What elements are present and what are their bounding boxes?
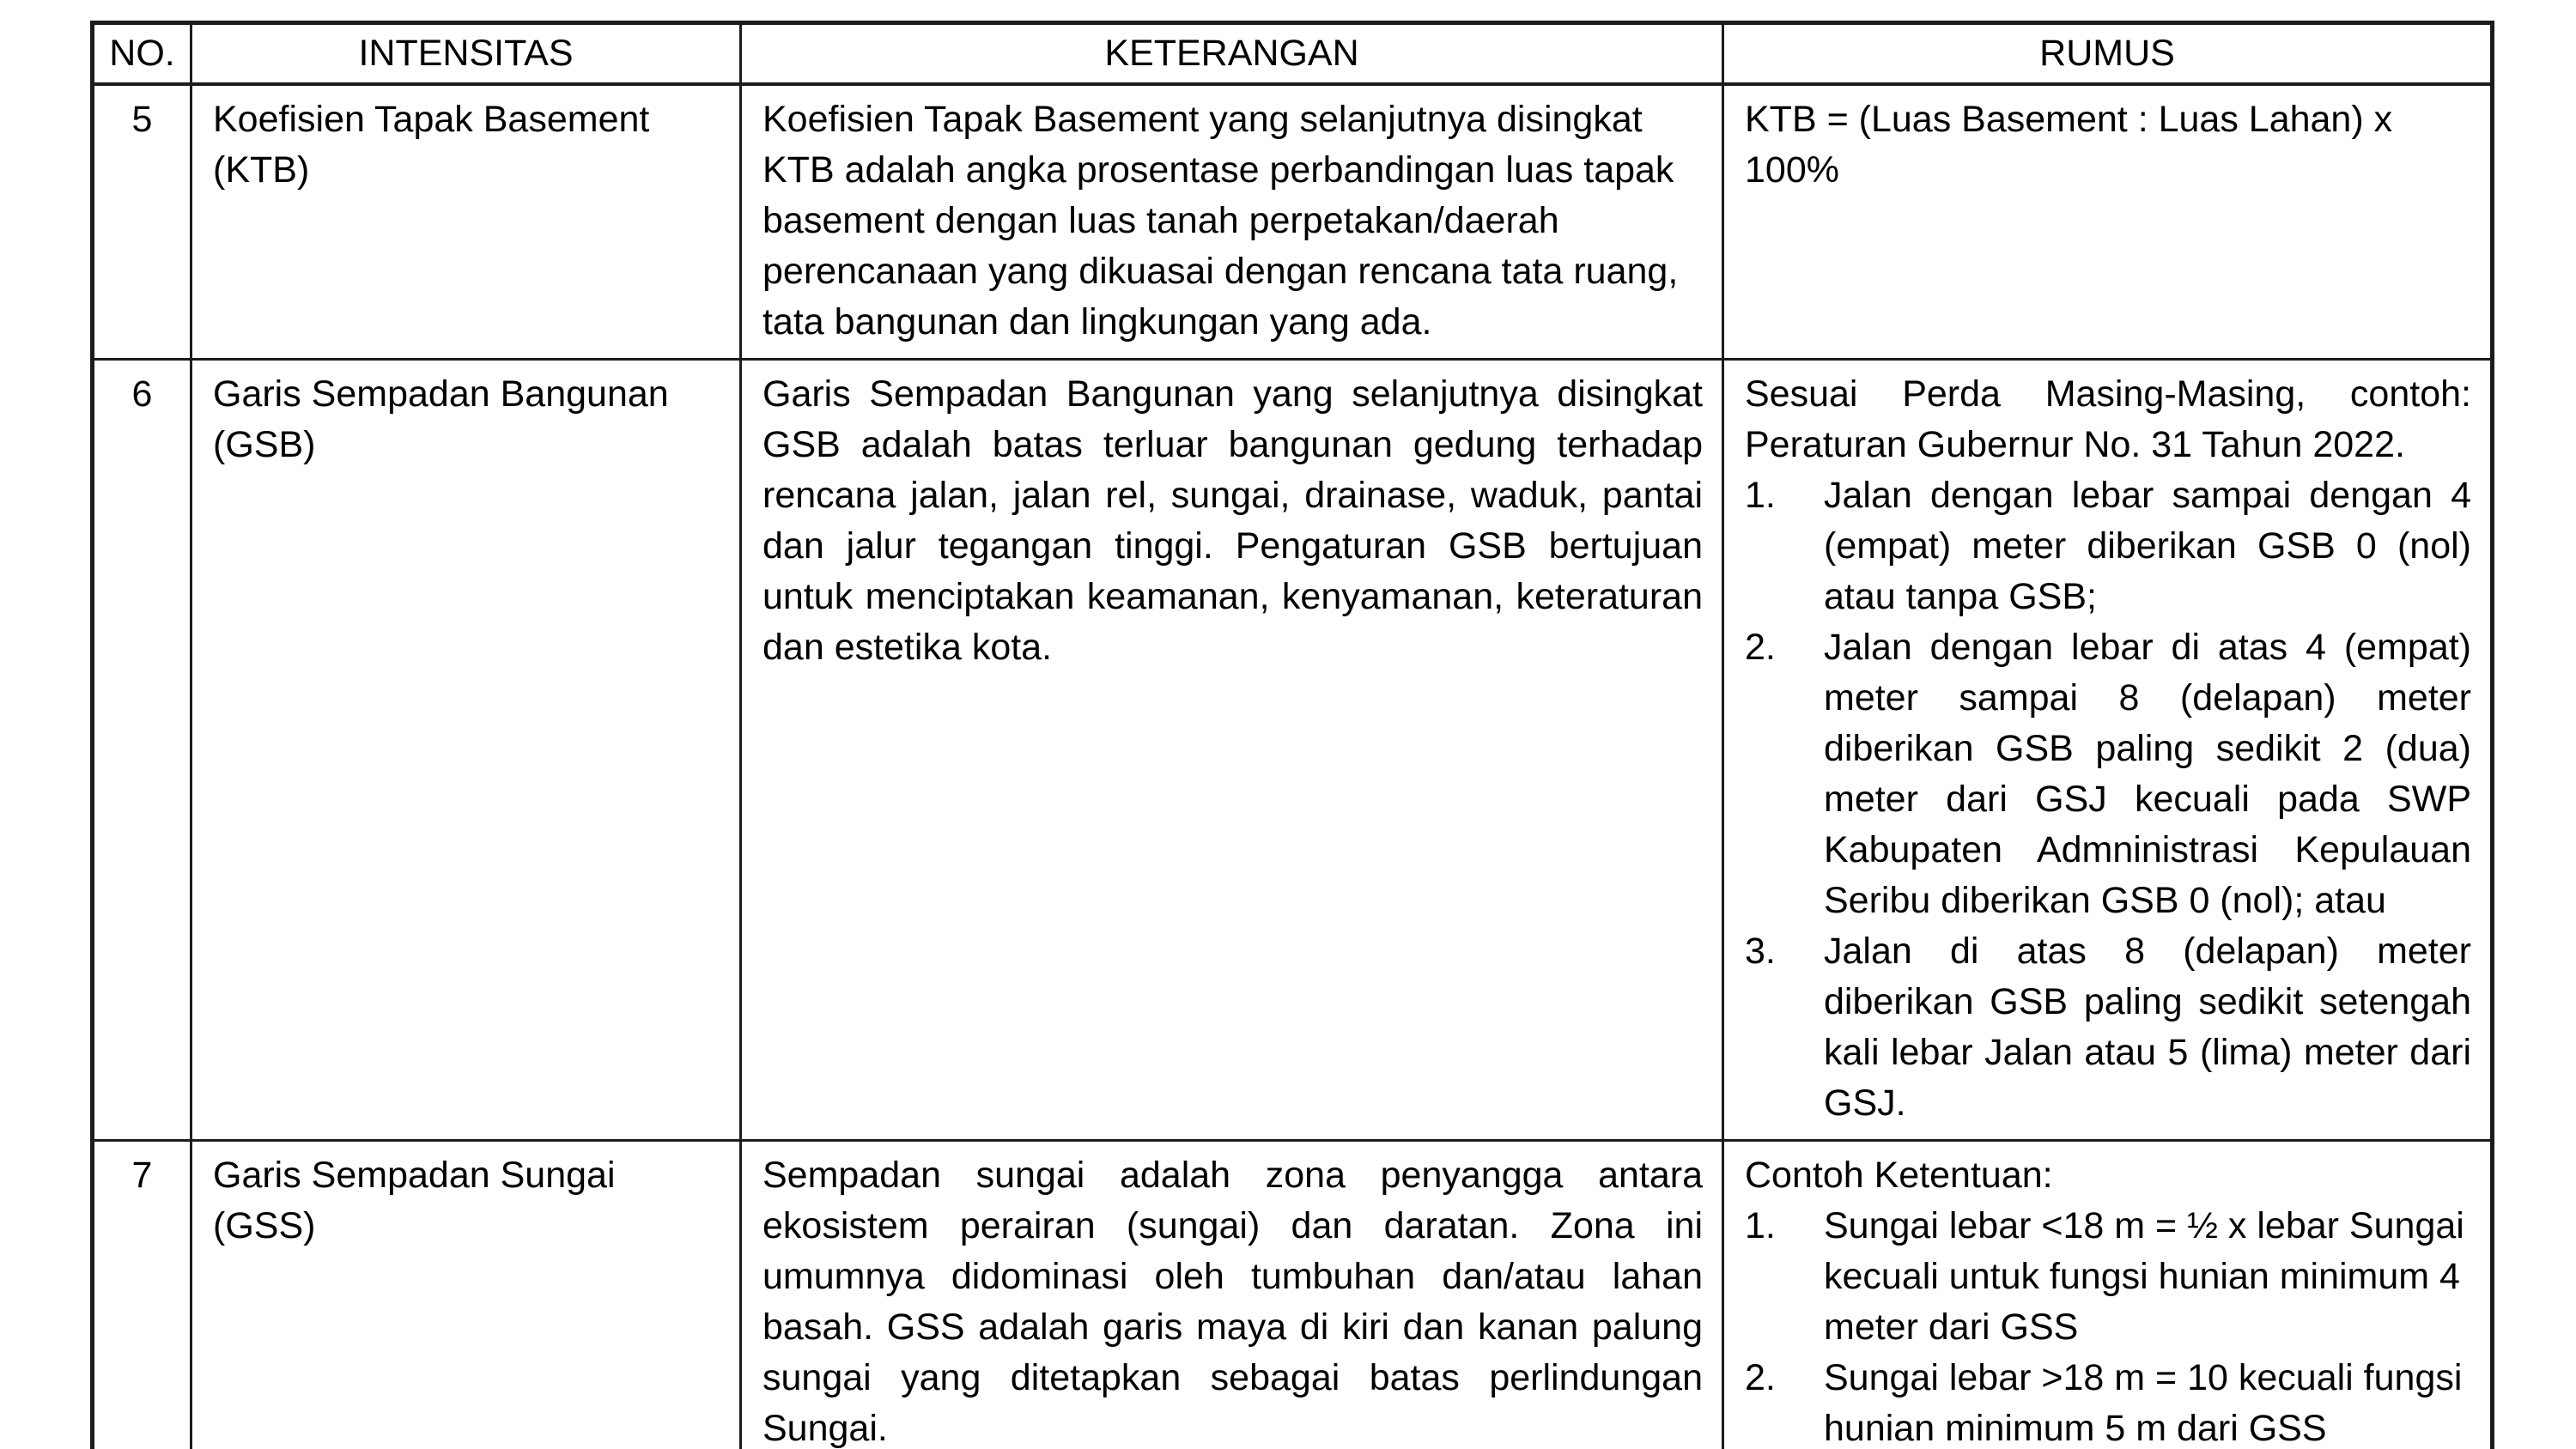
row-number: 6 <box>93 360 191 1141</box>
list-item-text: Jalan di atas 8 (delapan) meter diberikan GSB paling sedikit setengah kali lebar Jalan atau 5 (lima) meter dari GSJ. <box>1824 931 2471 1124</box>
rumus-cell <box>1723 1141 2493 1449</box>
keterangan-cell: Koefisien Tapak Basement yang selanjutnya disingkat KTB adalah angka prosentase perbandingan luas tapak basement dengan luas tanah perpetakan/daerah perencanaan yang dikuasai dengan rencana tata ruang, tata bangunan dan lingkungan yang ada. <box>741 84 1723 360</box>
list-item-text: Sungai lebar >18 m = 10 kecuali fungsi hunian minimum 5 m dari GSS <box>1824 1357 2463 1449</box>
rumus-list-item <box>1745 622 2471 926</box>
intensitas-cell: Garis Sempadan Bangunan (GSB) <box>191 360 741 1141</box>
column-header-no: NO. <box>93 23 191 85</box>
keterangan-cell: Garis Sempadan Bangunan yang selanjutnya disingkat GSB adalah batas terluar bangunan gedung terhadap rencana jalan, jalan rel, sungai, drainase, waduk, pantai dan jalur tegangan tinggi. Pengaturan GSB bertujuan untuk menciptakan keamanan, kenyamanan, keteraturan dan estetika kota. <box>741 360 1723 1141</box>
rumus-intro: Contoh Ketentuan: <box>1745 1155 2053 1196</box>
rumus-list-item <box>1745 926 2471 1129</box>
list-item-number: 2. <box>1745 1357 1776 1398</box>
table-header-row <box>93 23 2493 85</box>
list-item-text: Sungai lebar <18 m = ½ x lebar Sungai kecuali untuk fungsi hunian minimum 4 meter dari GSS <box>1824 1205 2464 1348</box>
intensitas-cell: Koefisien Tapak Basement (KTB) <box>191 84 741 360</box>
rumus-list <box>1745 470 2471 1129</box>
rumus-cell <box>1723 360 2493 1141</box>
list-item-number: 1. <box>1745 475 1776 516</box>
intensitas-table <box>90 21 2494 1449</box>
row-number: 7 <box>93 1141 191 1449</box>
rumus-cell <box>1723 84 2493 360</box>
table-row <box>93 84 2493 360</box>
rumus-list <box>1745 1201 2471 1449</box>
list-item-text: Jalan dengan lebar di atas 4 (empat) meter sampai 8 (delapan) meter diberikan GSB paling sedikit 2 (dua) meter dari GSJ kecuali pada SWP Kabupaten Admninistrasi Kepulauan Seribu diberikan GSB 0 (nol); atau <box>1824 627 2471 921</box>
list-item-text: Jalan dengan lebar sampai dengan 4 (empat) meter diberikan GSB 0 (nol) atau tanpa GSB; <box>1824 475 2471 617</box>
rumus-list-item <box>1745 470 2471 622</box>
rumus-list-item <box>1745 1201 2471 1353</box>
keterangan-cell: Sempadan sungai adalah zona penyangga antara ekosistem perairan (sungai) dan daratan. Zona ini umumnya didominasi oleh tumbuhan dan/atau lahan basah. GSS adalah garis maya di kiri dan kanan palung sungai yang ditetapkan sebagai batas perlindungan Sungai. <box>741 1141 1723 1449</box>
list-item-number: 1. <box>1745 1205 1776 1246</box>
column-header-keterangan: KETERANGAN <box>741 23 1723 85</box>
rumus-list-item <box>1745 1353 2471 1449</box>
column-header-intensitas: INTENSITAS <box>191 23 741 85</box>
rumus-intro: Sesuai Perda Masing-Masing, contoh: Peraturan Gubernur No. 31 Tahun 2022. <box>1745 373 2471 465</box>
row-number: 5 <box>93 84 191 360</box>
rumus-formula: KTB = (Luas Basement : Luas Lahan) x 100% <box>1745 99 2393 191</box>
table-row <box>93 1141 2493 1449</box>
column-header-rumus: RUMUS <box>1723 23 2493 85</box>
table-row <box>93 360 2493 1141</box>
list-item-number: 2. <box>1745 627 1776 668</box>
list-item-number: 3. <box>1745 931 1776 972</box>
intensitas-cell: Garis Sempadan Sungai (GSS) <box>191 1141 741 1449</box>
